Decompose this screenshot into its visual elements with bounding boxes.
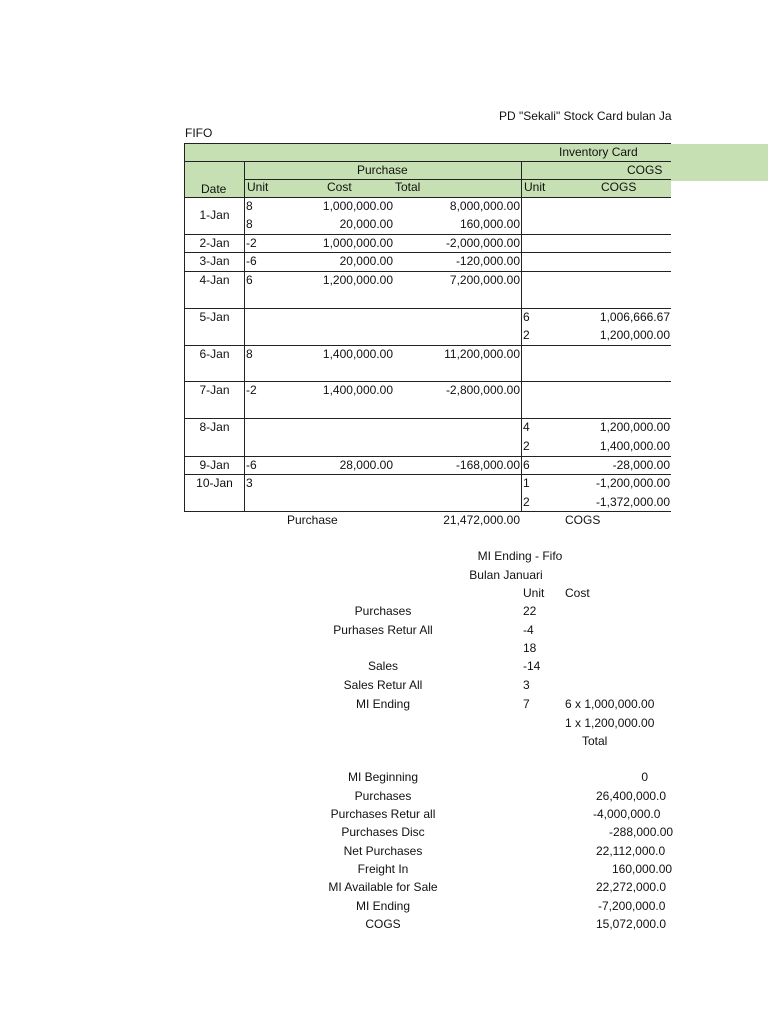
purchase-group-header: Purchase [357, 163, 408, 177]
cell-cogs-unit: 2 [523, 439, 530, 453]
grid-line [244, 161, 245, 512]
calc-value: 22,272,000.0 [596, 880, 667, 894]
col-cogs: COGS [601, 180, 637, 194]
calc-value: 22,112,000.0 [596, 844, 666, 858]
inventory-card-header: Inventory Card [559, 145, 638, 159]
cell-cost: 1,000,000.00 [322, 236, 393, 250]
calc-label: Purchases Disc [341, 825, 425, 839]
cell-cogs: -1,372,000.00 [595, 495, 670, 509]
calc-label: COGS [365, 917, 401, 931]
grid-line [185, 345, 671, 346]
cell-cogs-unit: 6 [523, 458, 530, 472]
calc-value: 0 [641, 770, 648, 784]
calc-label: MI Beginning [347, 770, 419, 784]
cell-date: 7-Jan [199, 383, 230, 397]
grid-line [185, 308, 671, 309]
cell-cost: 1,400,000.00 [322, 383, 393, 397]
grid-line [245, 179, 671, 180]
header-fill-extension [671, 144, 768, 181]
cell-cogs: 1,006,666.67 [599, 310, 670, 324]
cell-total: 160,000.00 [459, 217, 520, 231]
cell-cost: 20,000.00 [339, 254, 393, 268]
cell-date: 10-Jan [196, 476, 233, 490]
cell-date: 6-Jan [199, 347, 230, 361]
cell-total: 8,000,000.00 [449, 199, 520, 213]
col-total: Total [395, 180, 421, 194]
col-unit-cogs: Unit [524, 180, 546, 194]
cell-total: 7,200,000.00 [449, 273, 520, 287]
cell-date: 2-Jan [199, 236, 230, 250]
cell-cogs-unit: 2 [523, 328, 530, 342]
cell-date: 4-Jan [199, 273, 230, 287]
cell-date: 9-Jan [199, 458, 230, 472]
calc-label: Freight In [357, 862, 409, 876]
cell-cogs: -1,200,000.00 [595, 476, 670, 490]
mi-unit: 7 [523, 697, 530, 711]
sheet-title: PD "Sekali" Stock Card bulan Ja [499, 109, 672, 123]
grid-line [185, 271, 671, 272]
mi-unit: 22 [523, 604, 537, 618]
cell-date: 5-Jan [199, 310, 230, 324]
cell-cogs-unit: 6 [523, 310, 530, 324]
mi-cost: 1 x 1,200,000.00 [565, 716, 655, 730]
cell-total: -168,000.00 [455, 458, 520, 472]
cell-total: 11,200,000.00 [444, 347, 520, 361]
cell-unit: -6 [246, 254, 257, 268]
cell-unit: 8 [246, 199, 253, 213]
grid-line [185, 252, 671, 253]
cogs-group-header: COGS [627, 163, 663, 177]
mi-label: Sales [367, 659, 399, 673]
grid-line [185, 197, 671, 198]
total-purchase-label: Purchase [287, 513, 338, 527]
grid-line [185, 456, 671, 457]
cell-cogs-unit: 1 [523, 476, 530, 490]
calc-label: MI Ending [355, 899, 411, 913]
cell-unit: 6 [246, 273, 253, 287]
mi-unit: -4 [523, 623, 534, 637]
calc-label: MI Available for Sale [328, 880, 438, 894]
mi-ending-subtitle: Bulan Januari [469, 568, 543, 582]
cell-cogs-unit: 4 [523, 420, 530, 434]
calc-value: -288,000.00 [609, 825, 674, 839]
calc-label: Net Purchases [343, 844, 423, 858]
cell-unit: -2 [246, 383, 257, 397]
grid-line [184, 143, 185, 512]
col-unit: Unit [247, 180, 269, 194]
cell-cost: 1,200,000.00 [322, 273, 393, 287]
total-cogs-label: COGS [565, 513, 601, 527]
cell-total: -2,800,000.00 [445, 383, 520, 397]
calc-label: Purchases Retur all [330, 807, 436, 821]
mi-unit: -14 [523, 659, 541, 673]
mi-label: MI Ending [355, 697, 411, 711]
grid-line [521, 161, 522, 512]
calc-value: -4,000,000.0 [593, 807, 661, 821]
mi-total-label: Total [582, 734, 608, 748]
grid-line [185, 381, 671, 382]
grid-line [185, 511, 671, 512]
grid-line [185, 161, 671, 162]
calc-value: 160,000.00 [612, 862, 673, 876]
mi-label: Purchases [354, 604, 412, 618]
mi-label: Purhases Retur All [333, 623, 433, 637]
calc-value: 15,072,000.0 [596, 917, 667, 931]
mi-unit: 3 [523, 678, 530, 692]
cell-cost: 1,400,000.00 [322, 347, 393, 361]
cell-unit: 8 [246, 347, 253, 361]
grid-line [185, 234, 671, 235]
total-purchase-value: 21,472,000.00 [443, 513, 520, 527]
grid-line [185, 474, 671, 475]
cell-unit: -2 [246, 236, 257, 250]
calc-label: Purchases [354, 789, 412, 803]
cell-cogs: -28,000.00 [612, 458, 670, 472]
mi-label: Sales Retur All [343, 678, 423, 692]
cell-cost: 1,000,000.00 [322, 199, 393, 213]
method-label: FIFO [185, 126, 213, 140]
grid-line [185, 143, 671, 144]
cell-unit: -6 [246, 458, 257, 472]
col-cost: Cost [327, 180, 352, 194]
mi-ending-title: MI Ending - Fifo [477, 549, 563, 563]
mi-col-cost: Cost [565, 586, 590, 600]
cell-cogs: 1,200,000.00 [599, 420, 670, 434]
cell-total: -120,000.00 [455, 254, 520, 268]
calc-value: 26,400,000.0 [596, 789, 667, 803]
cell-cost: 28,000.00 [339, 458, 393, 472]
cell-cogs: 1,200,000.00 [599, 328, 670, 342]
calc-value: -7,200,000.0 [598, 899, 666, 913]
cell-cost: 20,000.00 [339, 217, 393, 231]
cell-date: 1-Jan [199, 208, 230, 222]
mi-cost: 6 x 1,000,000.00 [565, 697, 655, 711]
cell-cogs: 1,400,000.00 [599, 439, 670, 453]
cell-cogs-unit: 2 [523, 495, 530, 509]
cell-total: -2,000,000.00 [445, 236, 520, 250]
col-date: Date [201, 182, 227, 196]
cell-unit: 3 [246, 476, 253, 490]
cell-date: 8-Jan [199, 420, 230, 434]
cell-date: 3-Jan [199, 254, 230, 268]
mi-unit: 18 [523, 641, 537, 655]
mi-col-unit: Unit [523, 586, 545, 600]
cell-unit: 8 [246, 217, 253, 231]
grid-line [185, 418, 671, 419]
